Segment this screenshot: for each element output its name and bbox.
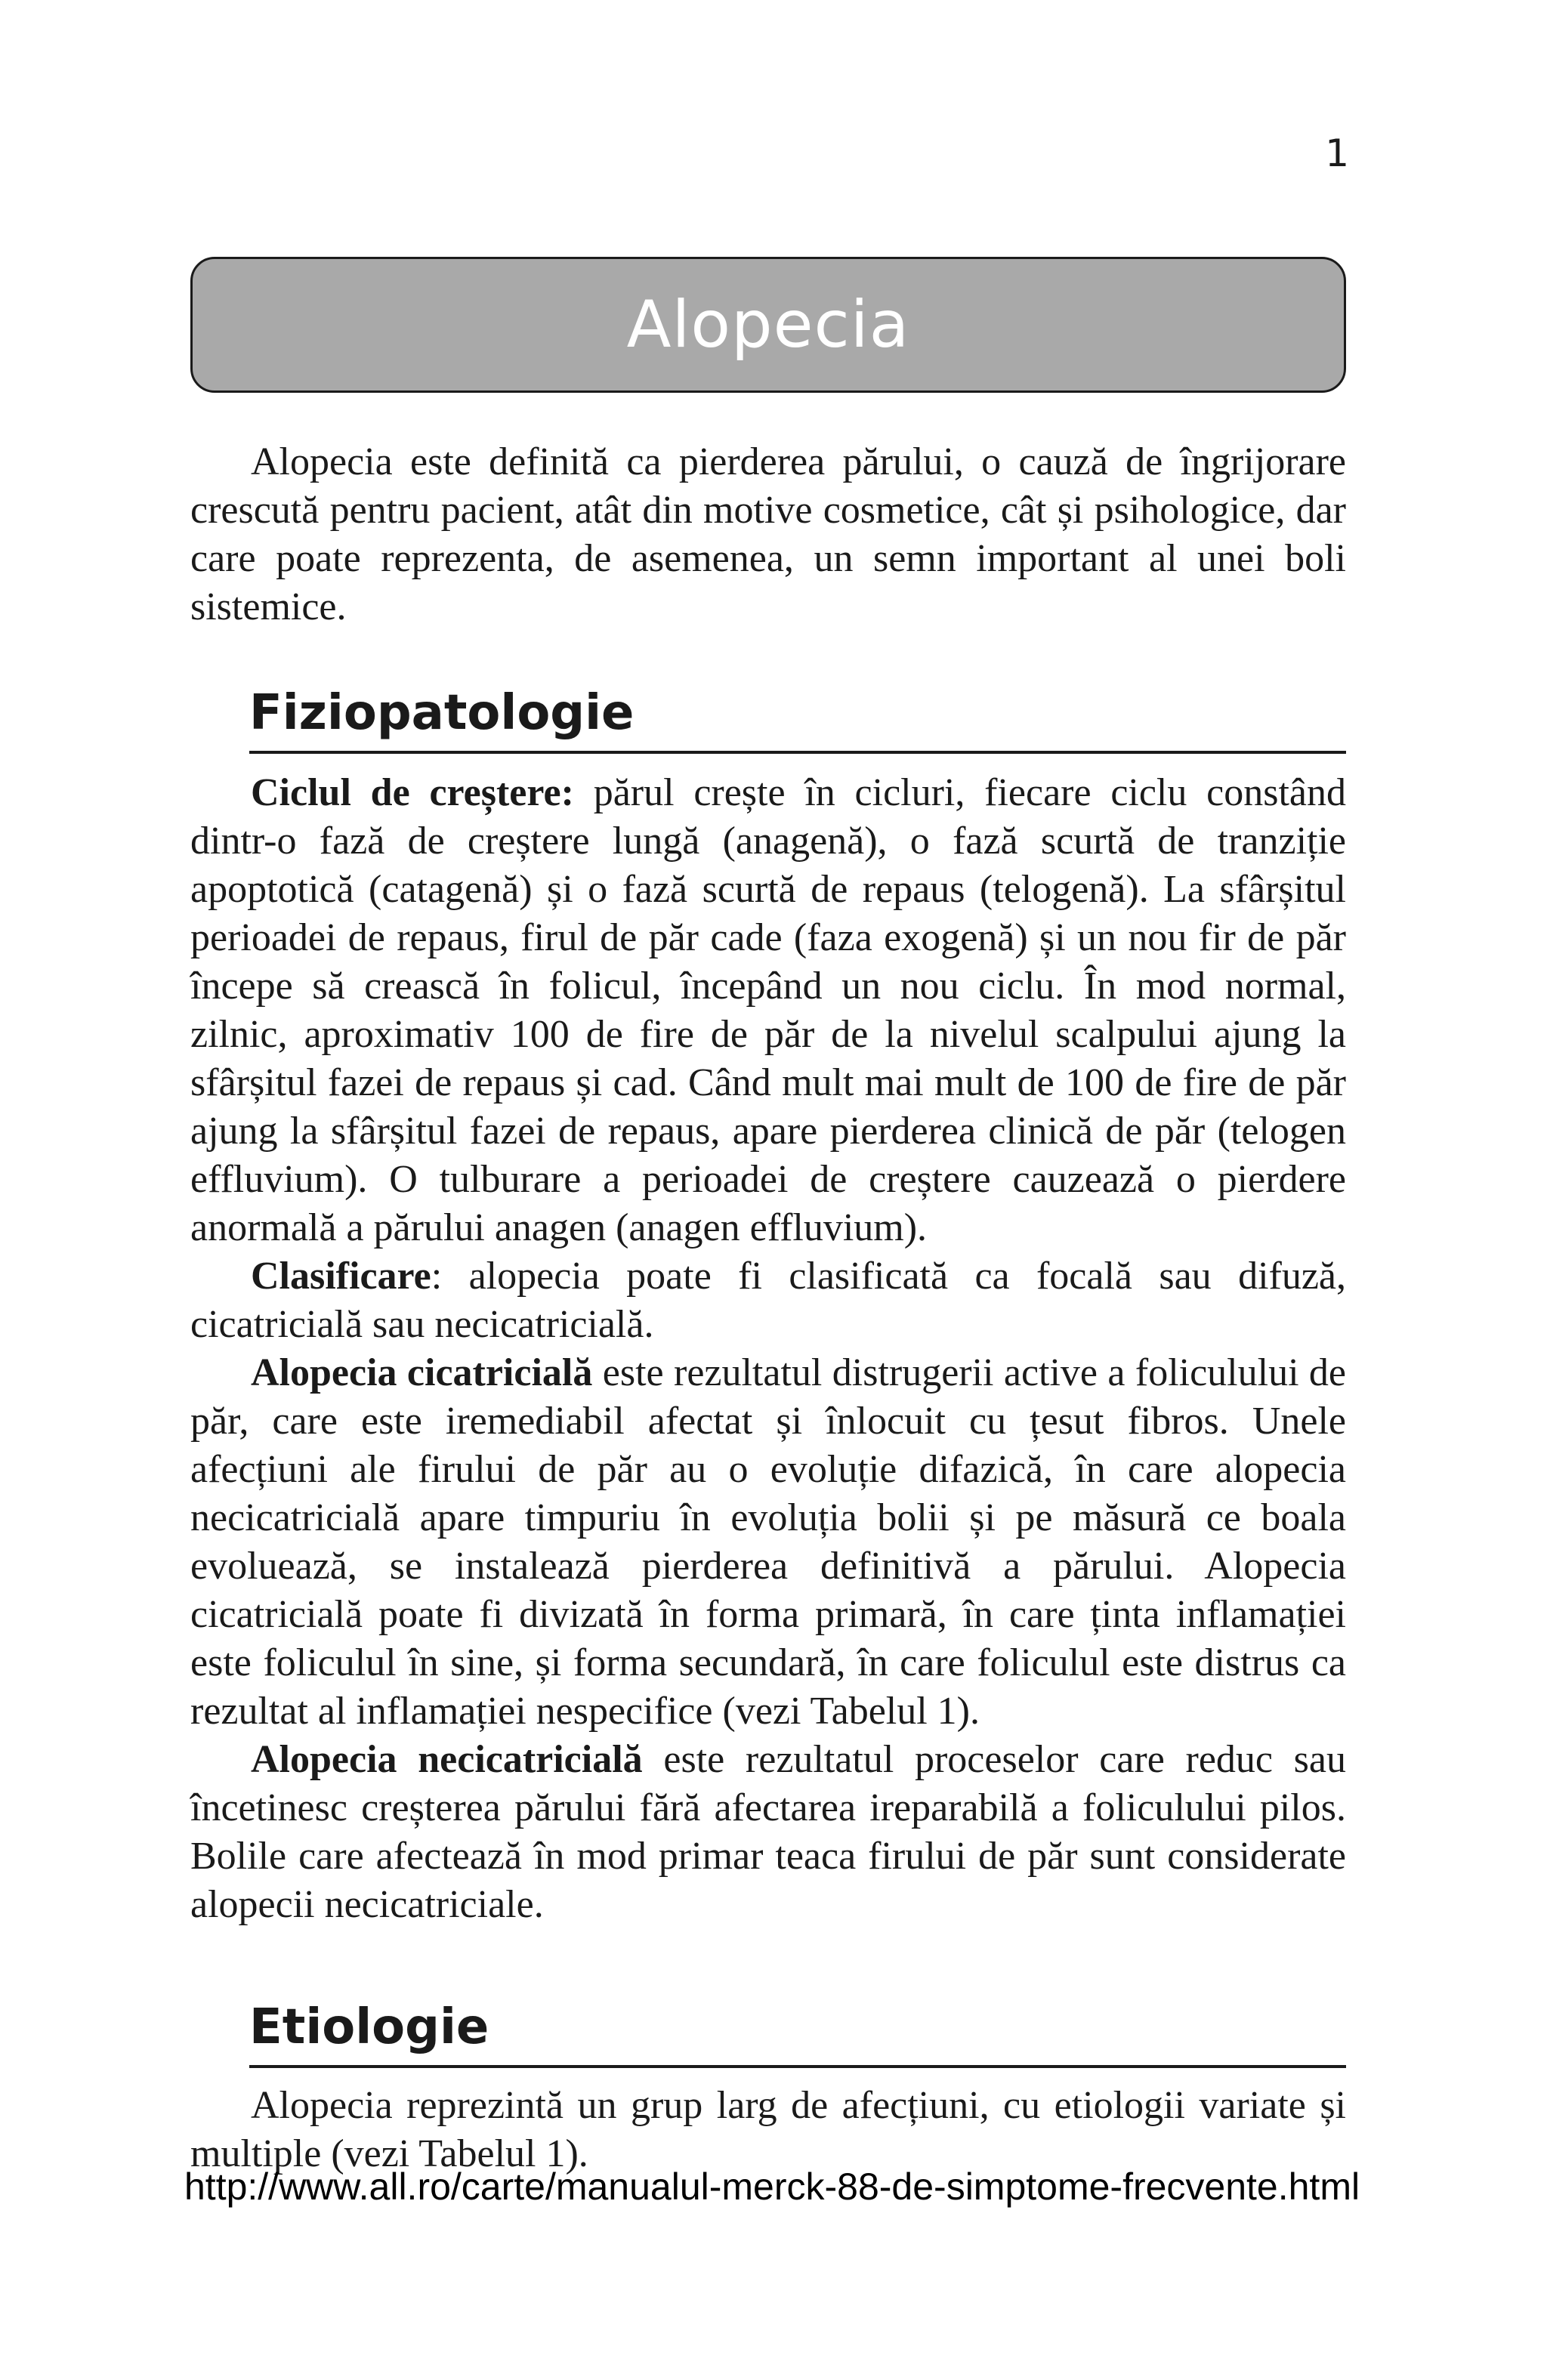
- chapter-title: Alopecia: [626, 287, 910, 363]
- intro-paragraph: Alopecia este definită ca pierderea părului, o cauză de îngrijorare crescută pentru pacient, atât din motive cosmetice, cât și psihologice, dar care poate reprezenta, de asemenea, un semn important al unei boli sistemice.: [190, 440, 1346, 628]
- paragraph-ciclul: [190, 769, 1346, 1252]
- section-rule: [249, 751, 1346, 754]
- term-necicatriciala: Alopecia necicatricială: [251, 1738, 643, 1781]
- fiziopatologie-body: [190, 769, 1346, 1929]
- page-number: 1: [1325, 131, 1349, 175]
- text-ciclul: părul crește în cicluri, fiecare ciclu constând dintr-o fază de creștere lungă (anagenă), o fază scurtă de tranziție apoptotică (catagenă) și o fază scurtă de repaus (telogenă). La sfârșitul perioadei de repaus, firul de păr cade (faza exogenă) și un nou fir de păr începe să crească în folicul, începând un nou ciclu. În mod normal, zilnic, aproximativ 100 de fire de păr de la nivelul scalpului ajung la sfârșitul fazei de repaus și cad. Când mult mai mult de 100 de fire de păr ajung la sfârșitul fazei de repaus, apare pierderea clinică de păr (telogen effluvium). O tulburare a perioadei de creștere cauzează o pierdere anormală a părului anagen (anagen effluvium).: [190, 771, 1346, 1249]
- paragraph-etiologie: Alopecia reprezintă un grup larg de afecțiuni, cu etiologii variate și multiple (vezi Tabelul 1).: [190, 2084, 1346, 2175]
- footer-url-link[interactable]: http://www.all.ro/carte/manualul-merck-88-de-simptome-frecvente.html: [184, 2165, 1360, 2208]
- text-necicatriciala: este rezultatul proceselor care reduc sau încetinesc creșterea părului fără afectarea ireparabilă a foliculului pilos. Bolile care afectează în mod primar teaca firului de păr sunt considerate alopecii necicatriciale.: [190, 1738, 1346, 1926]
- section-heading-etiologie: Etiologie: [249, 1999, 489, 2055]
- term-cicatriciala: Alopecia cicatricială: [251, 1351, 593, 1394]
- term-ciclul: Ciclul de creștere:: [251, 771, 574, 814]
- text-clasificare: : alopecia poate fi clasificată ca focală sau difuză, cicatricială sau necicatricială.: [190, 1255, 1346, 1346]
- chapter-title-box: [190, 257, 1346, 393]
- section-heading-fiziopatologie: Fiziopatologie: [249, 685, 635, 741]
- etiologie-body: [190, 2082, 1346, 2178]
- text-cicatriciala: este rezultatul distrugerii active a foliculului de păr, care este iremediabil afectat și înlocuit cu țesut fibros. Unele afecțiuni ale firului de păr au o evoluție difazică, în care alopecia necicatricială apare timpuriu în evoluția bolii și pe măsură ce boala evoluează, se instalează pierderea definitivă a părului. Alopecia cicatricială poate fi divizată în forma primară, în care ținta inflamației este foliculul în sine, și forma secundară, în care foliculul este distrus ca rezultat al inflamației nespecifice (vezi Tabelul 1).: [190, 1351, 1347, 1733]
- paragraph-clasificare: [190, 1252, 1346, 1349]
- section-rule: [249, 2065, 1346, 2068]
- paragraph-cicatriciala: [190, 1349, 1346, 1736]
- term-clasificare: Clasificare: [251, 1255, 431, 1298]
- paragraph-necicatriciala: [190, 1736, 1346, 1929]
- intro-paragraph-block: [190, 438, 1346, 631]
